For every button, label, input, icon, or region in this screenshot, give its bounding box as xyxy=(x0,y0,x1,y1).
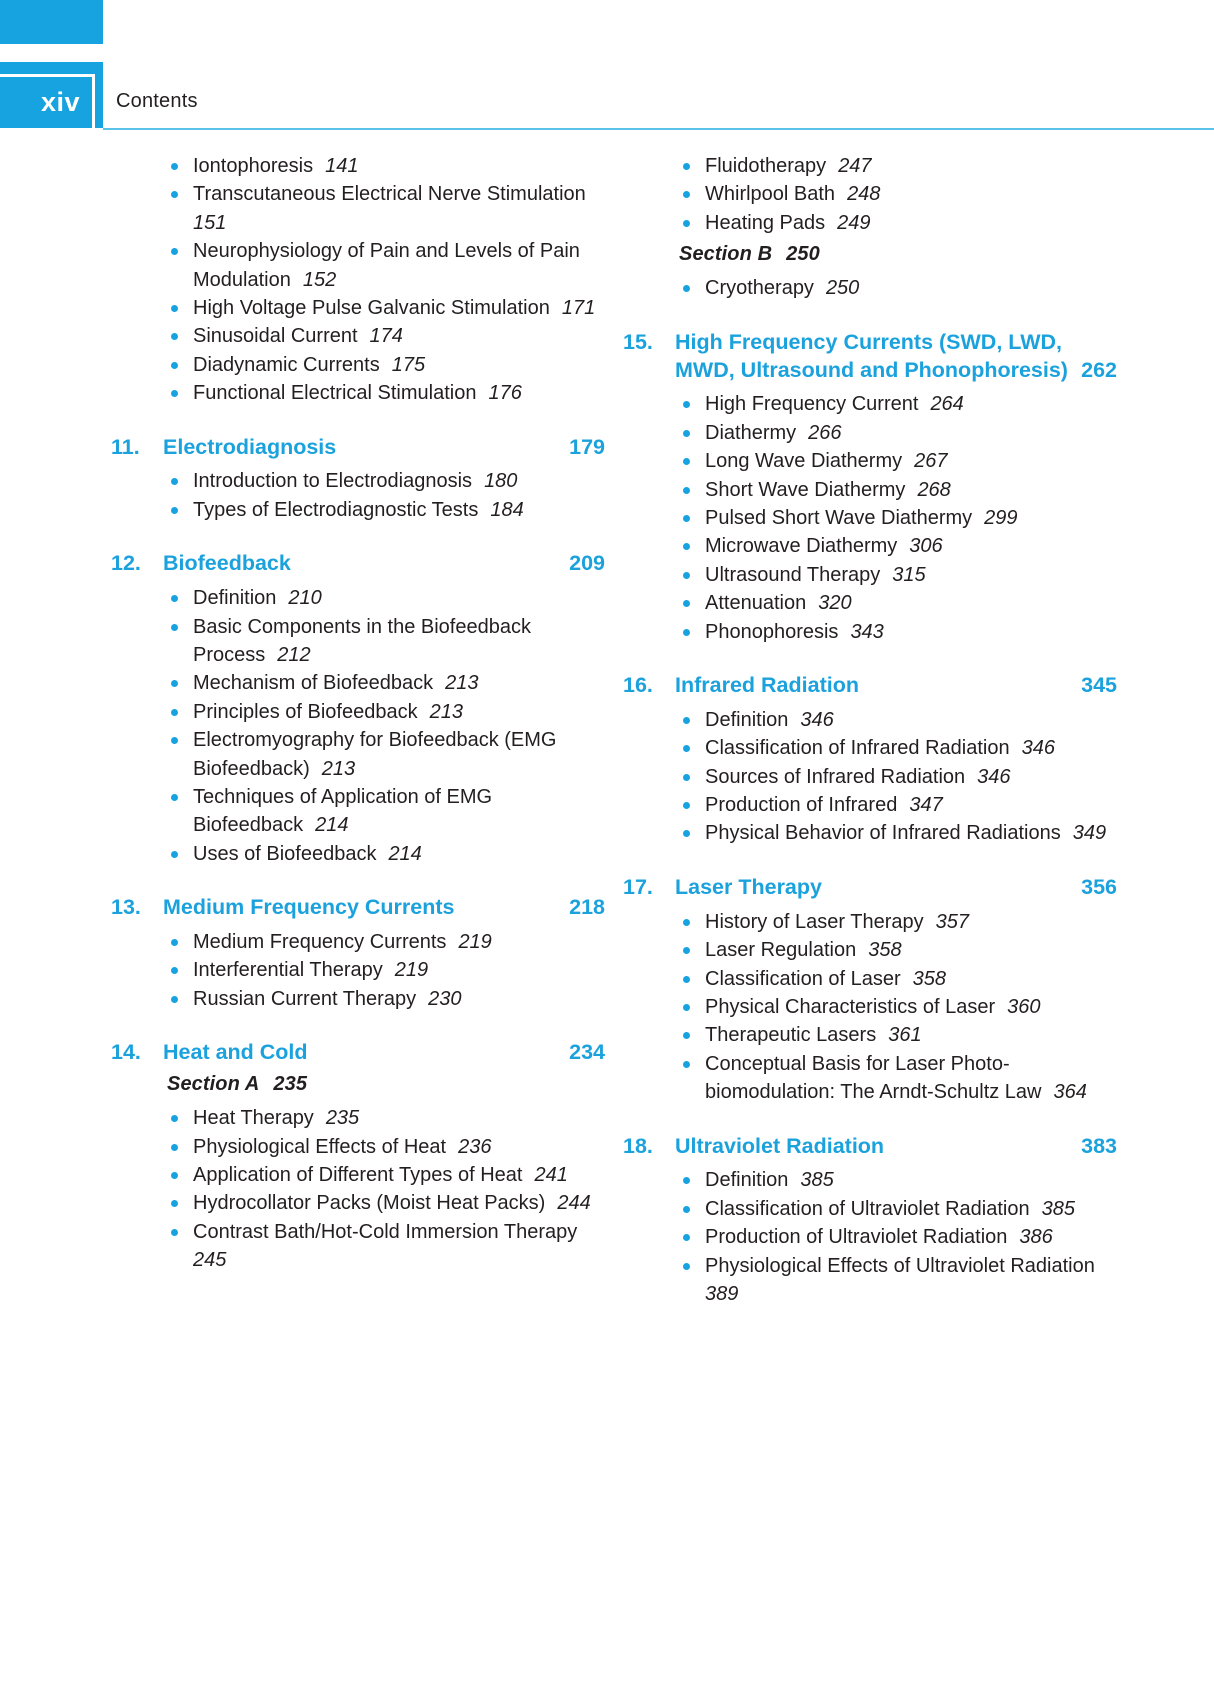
toc-entry-title: Mechanism of Biofeedback xyxy=(193,672,434,695)
folio-box xyxy=(0,74,95,128)
bullet-icon xyxy=(683,572,690,579)
chapter-page: 179 xyxy=(569,434,605,459)
toc-entry-page: 267 xyxy=(914,450,948,473)
chapter-entry-list xyxy=(679,1166,1117,1308)
toc-entry-page: 250 xyxy=(825,277,860,300)
bullet-icon xyxy=(171,1144,178,1151)
toc-entry-page: 184 xyxy=(490,498,524,521)
toc-entry-page: 385 xyxy=(800,1169,834,1192)
toc-entry-page: 213 xyxy=(321,757,356,780)
bullet-icon xyxy=(683,1263,690,1270)
toc-entry[interactable] xyxy=(679,390,1117,418)
chapter-title: Biofeedback xyxy=(163,551,291,576)
toc-entry[interactable] xyxy=(167,928,605,956)
toc-entry-title: Physical Characteristics of Laser xyxy=(705,995,996,1018)
toc-entry[interactable] xyxy=(167,726,605,783)
bullet-icon xyxy=(171,939,178,946)
toc-entry-page: 299 xyxy=(984,507,1018,529)
toc-entry-page: 358 xyxy=(868,939,902,962)
toc-entry[interactable] xyxy=(167,956,605,984)
bullet-icon xyxy=(171,1229,178,1236)
toc-entry-title: Physiological Effects of Ultraviolet Radiation xyxy=(705,1254,1095,1277)
toc-entry[interactable] xyxy=(679,734,1117,762)
toc-entry-page: 244 xyxy=(557,1192,591,1215)
toc-entry-page: 346 xyxy=(977,765,1011,788)
bullet-icon xyxy=(683,802,690,809)
toc-entry[interactable] xyxy=(679,561,1117,589)
toc-entry-page: 213 xyxy=(445,672,479,695)
chapter-number: 11. xyxy=(111,434,140,459)
section-b-list xyxy=(679,274,1117,302)
toc-entry-title: Attenuation xyxy=(705,592,807,615)
bullet-icon xyxy=(683,1061,690,1068)
toc-entry-title: Principles of Biofeedback xyxy=(193,700,418,723)
bullet-icon xyxy=(683,774,690,781)
toc-entry[interactable] xyxy=(679,791,1117,819)
toc-entry-title: Pulsed Short Wave Diathermy xyxy=(705,507,973,529)
section-heading-a xyxy=(167,1073,605,1096)
toc-entry-page: 230 xyxy=(428,987,462,1010)
toc-entry[interactable] xyxy=(679,993,1117,1021)
toc-entry-title: Physiological Effects of Heat xyxy=(193,1135,447,1158)
bullet-icon xyxy=(683,458,690,465)
chapter-number: 13. xyxy=(111,895,141,920)
bullet-icon xyxy=(171,851,178,858)
chapter-entry-list xyxy=(167,584,605,868)
toc-entry-title: Classification of Infrared Radiation xyxy=(705,737,1010,760)
toc-entry[interactable] xyxy=(679,1050,1117,1107)
toc-entry-page: 210 xyxy=(288,587,322,610)
bullet-icon xyxy=(683,600,690,607)
toc-entry-page: 349 xyxy=(1072,822,1107,845)
toc-entry-page: 236 xyxy=(458,1135,492,1158)
section-heading-a-page: 235 xyxy=(273,1073,308,1096)
chapter-heading[interactable] xyxy=(105,894,605,922)
toc-entry[interactable] xyxy=(679,908,1117,936)
toc-entry[interactable] xyxy=(167,467,605,495)
toc-entry-title: Types of Electrodiagnostic Tests xyxy=(193,498,479,521)
toc-entry-page: 347 xyxy=(909,794,943,817)
toc-entry-title: Diadynamic Currents xyxy=(193,353,380,376)
section-heading-a-label: Section A xyxy=(167,1073,260,1096)
bullet-icon xyxy=(683,1032,690,1039)
chapter-page: 262 xyxy=(1081,357,1117,382)
toc-entry-title: Classification of Ultraviolet Radiation xyxy=(705,1197,1030,1220)
chapter-heading[interactable] xyxy=(105,434,605,462)
bullet-icon xyxy=(683,401,690,408)
bullet-icon xyxy=(171,595,178,602)
bullet-icon xyxy=(171,996,178,1003)
toc-entry-page: 386 xyxy=(1019,1226,1053,1249)
toc-entry-title: Production of Ultraviolet Radiation xyxy=(705,1226,1008,1249)
toc-entry-title: Heating Pads xyxy=(705,211,826,234)
header-rule xyxy=(103,128,1214,130)
toc-entry[interactable] xyxy=(679,936,1117,964)
chapter-entry-list xyxy=(679,908,1117,1107)
chapter-page: 383 xyxy=(1081,1133,1117,1158)
toc-entry-page: 248 xyxy=(847,183,881,206)
bullet-icon xyxy=(171,362,178,369)
toc-entry-page: 343 xyxy=(850,620,884,643)
toc-entry-page: 247 xyxy=(838,155,872,177)
toc-entry-title: Microwave Diathermy xyxy=(705,535,898,558)
toc-entry-page: 358 xyxy=(912,967,947,990)
toc-entry-title: Conceptual Basis for Laser Photo-biomodulation: The Arndt-Schultz Law xyxy=(705,1052,1042,1104)
chapter-page: 356 xyxy=(1081,874,1117,899)
toc-entry-title: Techniques of Application of EMG Biofeedback xyxy=(193,785,493,837)
bullet-icon xyxy=(683,976,690,983)
chapter-number: 18. xyxy=(623,1133,653,1158)
toc-column-right xyxy=(617,152,1117,1308)
toc-entry-page: 385 xyxy=(1041,1197,1075,1220)
bullet-icon xyxy=(171,737,178,744)
bullet-icon xyxy=(683,919,690,926)
toc-entry[interactable] xyxy=(679,419,1117,447)
toc-entry[interactable] xyxy=(167,783,605,840)
toc-entry[interactable] xyxy=(679,618,1117,646)
chapter-entry-list xyxy=(679,390,1117,646)
toc-entry-title: Introduction to Electrodiagnosis xyxy=(193,470,473,493)
toc-entry-title: High Voltage Pulse Galvanic Stimulation xyxy=(193,296,550,319)
running-head-label: Contents xyxy=(116,90,198,112)
bullet-icon xyxy=(683,947,690,954)
bullet-icon xyxy=(171,248,178,255)
bullet-icon xyxy=(171,163,178,170)
chapter-number: 12. xyxy=(111,551,141,576)
toc-entry-page: 151 xyxy=(193,211,227,234)
toc-entry-title: Interferential Therapy xyxy=(193,959,383,982)
toc-entry[interactable] xyxy=(679,819,1117,847)
chapter-page: 234 xyxy=(569,1040,605,1065)
toc-entry-title: Sources of Infrared Radiation xyxy=(705,765,966,788)
bullet-icon xyxy=(683,1004,690,1011)
chapter-title: High Frequency Currents (SWD, LWD, MWD, Ultrasound and Phonophoresis) xyxy=(675,329,1068,382)
toc-entry-page: 176 xyxy=(488,382,522,405)
chapter-entry-list xyxy=(167,1104,605,1274)
toc-entry-title: Uses of Biofeedback xyxy=(193,842,377,865)
toc-entry-title: Fluidotherapy xyxy=(705,155,827,177)
toc-entry[interactable] xyxy=(167,1218,605,1275)
toc-entry-title: Medium Frequency Currents xyxy=(193,931,447,954)
section-heading-b-page: 250 xyxy=(786,243,820,266)
toc-entry-title: Russian Current Therapy xyxy=(193,987,417,1010)
bullet-icon xyxy=(171,680,178,687)
toc-entry-page: 175 xyxy=(391,353,426,376)
chapter-heading[interactable] xyxy=(617,874,1117,902)
toc-entry-title: Definition xyxy=(193,587,277,610)
toc-entry[interactable] xyxy=(167,1104,605,1132)
bullet-icon xyxy=(171,333,178,340)
toc-entry[interactable] xyxy=(167,496,605,524)
toc-entry[interactable] xyxy=(679,1252,1117,1309)
chapter-entry-list xyxy=(167,467,605,524)
toc-entry-page: 214 xyxy=(388,842,422,865)
toc-entry[interactable] xyxy=(167,985,605,1013)
toc-entry-page: 235 xyxy=(325,1107,360,1130)
chapter-title: Infrared Radiation xyxy=(675,672,859,697)
toc-entry-title: Therapeutic Lasers xyxy=(705,1024,877,1047)
toc-entry[interactable] xyxy=(167,379,605,407)
bullet-icon xyxy=(683,1234,690,1241)
bullet-icon xyxy=(171,624,178,631)
toc-entry-page: 171 xyxy=(561,296,596,319)
bullet-icon xyxy=(683,163,690,170)
toc-entry-title: Sinusoidal Current xyxy=(193,325,358,348)
toc-entry[interactable] xyxy=(167,1161,605,1189)
chapter-heading[interactable] xyxy=(617,672,1117,700)
toc-columns xyxy=(0,152,1214,1308)
toc-entry-page: 266 xyxy=(808,421,842,444)
chapter-heading[interactable] xyxy=(105,1039,605,1067)
bullet-icon xyxy=(171,709,178,716)
toc-entry[interactable] xyxy=(679,504,1117,532)
page-header xyxy=(0,0,1214,130)
toc-entry[interactable] xyxy=(679,532,1117,560)
toc-entry[interactable] xyxy=(167,1189,605,1217)
toc-entry[interactable] xyxy=(679,763,1117,791)
bullet-icon xyxy=(171,191,178,198)
toc-entry-title: Transcutaneous Electrical Nerve Stimulation xyxy=(193,183,586,206)
continuation-list-left xyxy=(167,152,605,408)
toc-entry-title: Definition xyxy=(705,1169,789,1192)
toc-entry[interactable] xyxy=(679,965,1117,993)
chapter-number: 15. xyxy=(623,329,653,354)
toc-entry-title: Iontophoresis xyxy=(193,155,314,177)
toc-entry-title: Basic Components in the Biofeedback Process xyxy=(193,615,531,666)
toc-entry[interactable] xyxy=(167,669,605,697)
bullet-icon xyxy=(683,515,690,522)
toc-entry-page: 180 xyxy=(484,470,518,493)
toc-entry-title: Diathermy xyxy=(705,421,797,444)
toc-entry-title: Short Wave Diathermy xyxy=(705,478,906,501)
toc-entry-title: Heat Therapy xyxy=(193,1107,314,1130)
toc-entry[interactable] xyxy=(167,294,605,322)
bullet-icon xyxy=(171,967,178,974)
chapter-page: 218 xyxy=(569,895,605,920)
toc-entry-title: Long Wave Diathermy xyxy=(705,450,903,473)
toc-entry-page: 241 xyxy=(534,1163,568,1186)
chapter-number: 14. xyxy=(111,1040,141,1065)
toc-entry-title: Laser Regulation xyxy=(705,939,857,962)
toc-entry[interactable] xyxy=(679,706,1117,734)
chapter-list-right xyxy=(617,329,1117,1309)
bullet-icon xyxy=(171,1172,178,1179)
toc-entry-page: 361 xyxy=(888,1024,922,1047)
toc-entry-page: 264 xyxy=(930,393,964,416)
toc-entry-page: 364 xyxy=(1053,1081,1087,1104)
toc-entry-title: Functional Electrical Stimulation xyxy=(193,382,477,405)
toc-entry-title: Classification of Laser xyxy=(705,967,901,990)
toc-entry[interactable] xyxy=(167,237,605,294)
toc-entry-page: 174 xyxy=(369,325,403,348)
bullet-icon xyxy=(683,543,690,550)
chapter-title: Heat and Cold xyxy=(163,1040,308,1065)
toc-entry[interactable] xyxy=(167,1133,605,1161)
toc-entry-page: 346 xyxy=(800,708,834,731)
toc-entry[interactable] xyxy=(679,1166,1117,1194)
toc-column-left xyxy=(105,152,605,1308)
toc-entry[interactable] xyxy=(167,840,605,868)
bullet-icon xyxy=(171,1200,178,1207)
page-folio-number: xiv xyxy=(40,87,80,117)
toc-entry-page: 346 xyxy=(1021,737,1055,760)
section-heading-b xyxy=(679,243,1117,266)
toc-entry[interactable] xyxy=(679,447,1117,475)
bullet-icon xyxy=(171,794,178,801)
toc-entry[interactable] xyxy=(679,589,1117,617)
toc-entry-page: 315 xyxy=(892,563,926,586)
continuation-list-right xyxy=(679,152,1117,237)
toc-entry[interactable] xyxy=(167,584,605,612)
bullet-icon xyxy=(683,629,690,636)
toc-entry[interactable] xyxy=(679,1021,1117,1049)
toc-entry-page: 219 xyxy=(458,931,492,954)
chapter-number: 17. xyxy=(623,874,653,899)
toc-entry[interactable] xyxy=(679,274,1117,302)
toc-entry-page: 245 xyxy=(193,1249,227,1272)
bullet-icon xyxy=(683,1177,690,1184)
chapter-entry-list xyxy=(679,706,1117,848)
bullet-icon xyxy=(683,830,690,837)
chapter-entry-list xyxy=(167,928,605,1013)
toc-entry-page: 213 xyxy=(429,700,463,723)
bullet-icon xyxy=(171,305,178,312)
bullet-icon xyxy=(171,1115,178,1122)
chapter-title: Medium Frequency Currents xyxy=(163,895,455,920)
toc-entry-title: Physical Behavior of Infrared Radiations xyxy=(705,822,1061,845)
bullet-icon xyxy=(171,478,178,485)
toc-entry-page: 249 xyxy=(837,211,871,234)
toc-entry-title: Whirlpool Bath xyxy=(705,183,836,206)
bullet-icon xyxy=(171,507,178,514)
bullet-icon xyxy=(683,1206,690,1213)
toc-entry-title: Hydrocollator Packs (Moist Heat Packs) xyxy=(193,1192,546,1215)
toc-entry[interactable] xyxy=(167,180,605,237)
toc-entry-page: 152 xyxy=(302,268,337,291)
bullet-icon xyxy=(683,220,690,227)
toc-entry[interactable] xyxy=(679,180,1117,208)
toc-entry[interactable] xyxy=(679,1223,1117,1251)
toc-entry-page: 357 xyxy=(935,910,969,933)
bullet-icon xyxy=(683,191,690,198)
toc-entry[interactable] xyxy=(167,152,605,180)
bullet-icon xyxy=(683,487,690,494)
header-accent-block-top xyxy=(0,0,103,44)
toc-entry[interactable] xyxy=(679,1195,1117,1223)
bullet-icon xyxy=(171,390,178,397)
toc-entry-title: Contrast Bath/Hot-Cold Immersion Therapy xyxy=(193,1220,578,1243)
toc-entry-title: Neurophysiology of Pain and Levels of Pain Modulation xyxy=(193,240,580,291)
toc-entry-title: Definition xyxy=(705,708,789,731)
toc-entry-page: 360 xyxy=(1007,995,1041,1018)
toc-entry[interactable] xyxy=(167,322,605,350)
bullet-icon xyxy=(683,745,690,752)
toc-entry-title: Production of Infrared xyxy=(705,794,898,817)
toc-entry[interactable] xyxy=(679,152,1117,180)
chapter-title: Laser Therapy xyxy=(675,874,822,899)
toc-entry-page: 389 xyxy=(705,1283,739,1306)
toc-entry-page: 219 xyxy=(394,959,429,982)
chapter-heading[interactable] xyxy=(105,550,605,578)
chapter-title: Ultraviolet Radiation xyxy=(675,1133,885,1158)
toc-entry-page: 320 xyxy=(818,592,852,615)
chapter-list-left xyxy=(105,434,605,1275)
toc-entry-title: Application of Different Types of Heat xyxy=(193,1163,523,1186)
toc-entry[interactable] xyxy=(679,476,1117,504)
toc-entry-page: 268 xyxy=(917,478,951,501)
toc-entry-page: 141 xyxy=(325,155,359,177)
toc-entry-page: 212 xyxy=(277,643,311,666)
bullet-icon xyxy=(683,717,690,724)
bullet-icon xyxy=(683,430,690,437)
toc-entry-page: 306 xyxy=(909,535,943,558)
chapter-number: 16. xyxy=(623,672,653,697)
chapter-page: 209 xyxy=(569,551,605,576)
toc-entry[interactable] xyxy=(167,351,605,379)
toc-entry[interactable] xyxy=(167,698,605,726)
toc-entry-title: High Frequency Current xyxy=(705,393,919,416)
toc-entry-title: Phonophoresis xyxy=(705,620,839,643)
toc-entry-page: 214 xyxy=(315,814,349,837)
toc-entry-title: Ultrasound Therapy xyxy=(705,563,881,586)
toc-entry-title: Electromyography for Biofeedback (EMG Biofeedback) xyxy=(193,729,557,780)
toc-entry-title: Cryotherapy xyxy=(705,277,814,300)
bullet-icon xyxy=(683,285,690,292)
toc-entry[interactable] xyxy=(167,613,605,670)
section-heading-b-label: Section B xyxy=(679,243,773,266)
toc-entry-title: History of Laser Therapy xyxy=(705,910,924,933)
toc-entry[interactable] xyxy=(679,209,1117,237)
chapter-page: 345 xyxy=(1081,672,1117,697)
chapter-heading[interactable] xyxy=(617,1133,1117,1161)
chapter-title: Electrodiagnosis xyxy=(163,434,337,459)
chapter-heading[interactable] xyxy=(617,329,1117,385)
